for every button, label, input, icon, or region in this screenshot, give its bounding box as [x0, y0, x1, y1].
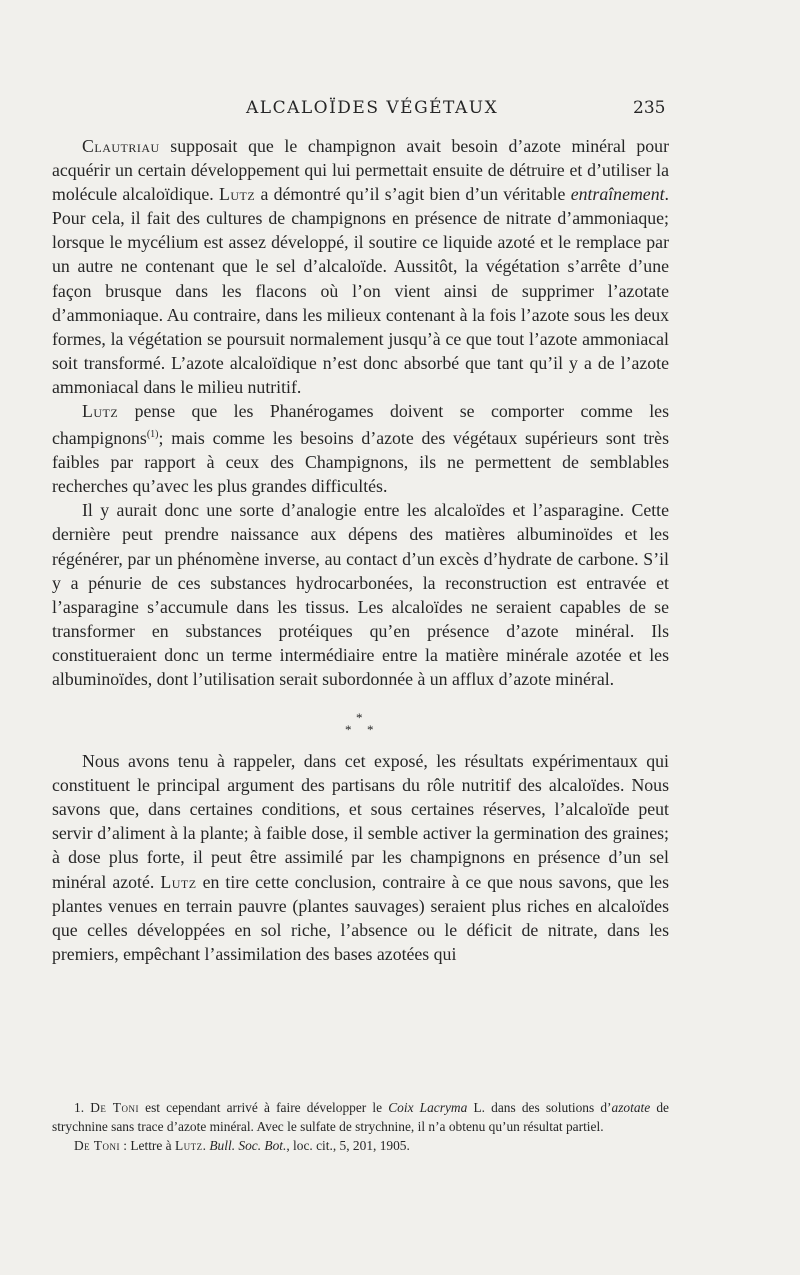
- text-run: ; mais comme les besoins d’azote des végétaux supérieurs sont très faibles par rapport à ceux des Champignons, ils ne permettent de semblables recherches qu’avec les plus grandes difficultés.: [52, 428, 669, 497]
- text-run: supposait que le champignon avait besoin d’azote minéral pour acquérir un certain développement qui lui permettait ensuite de détruire et d’utiliser la molécule alcaloïdique.: [52, 136, 669, 205]
- footnote-2: [52, 1136, 669, 1155]
- species-name: Coix Lacryma: [388, 1100, 468, 1115]
- paragraph-3: Il y aurait donc une sorte d’analogie entre les alcaloïdes et l’asparagine. Cette dernière peut prendre naissance aux dépens des matières albuminoïdes et les régénérer, par un phénomène inverse, au contact d’un excès d’hydrate de carbone. S’il y a pénurie de ces substances hydrocarbonées, la reconstruction est entravée et l’asparagine s’accumule dans les tissus. Les alcaloïdes ne seraient capables de se transformer en substances protéiques qu’en présence d’azote minéral. Ils constitueraient donc un terme intermédiaire entre la matière minérale azotée et les albuminoïdes, dont l’utilisation serait subordonnée à un afflux d’azote minéral.: [52, 500, 669, 689]
- author-name: Lutz: [174, 1138, 203, 1153]
- author-name: De Toni: [90, 1100, 139, 1115]
- text-run: Nous avons tenu à rappeler, dans cet exposé, les résultats expérimentaux qui constituent le principal argument des partisans du rôle nutritif des alcaloïdes. Nous savons que, dans certaines conditions, et sous certaines réserves, l’alcaloïde peut servir d’aliment à la plante; à faible dose, il semble activer la germination des graines; à dose plus forte, il peut être assimilé par les champignons en présence d’un sel minéral azoté.: [52, 751, 669, 892]
- journal-title: Bull. Soc. Bot.: [209, 1138, 287, 1153]
- asterism-separator: [52, 691, 669, 749]
- text-run: . Pour cela, il fait des cultures de champignons en présence de nitrate d’ammoniaque; lorsque le mycélium est assez développé, il soutire ce liquide azoté et le remplace par un autre ne contenant que le sel d’alcaloïde. Aussitôt, la végétation s’arrête d’une façon brusque dans les flacons où l’on vient ainsi de supprimer l’azotate d’ammoniaque. Au contraire, dans les milieux contenant à la fois l’azote sous les deux formes, la végétation se poursuit normalement jusqu’à ce que tout l’azote ammoniacal soit transformé. L’azote alcaloïdique n’est donc absorbé que tant qu’il y a de l’azote ammoniacal dans le milieu nutritif.: [52, 184, 669, 397]
- text-run: L. dans des solutions d’: [467, 1100, 612, 1115]
- text-run: .: [202, 1138, 210, 1153]
- text-run: a démontré qu’il s’agit bien d’un véritable: [255, 184, 571, 205]
- author-name: Lutz: [219, 184, 256, 205]
- page-number: 235: [633, 98, 666, 118]
- paragraph-4: [52, 749, 669, 966]
- author-name: De Toni: [74, 1138, 120, 1153]
- footnotes: [52, 1098, 669, 1155]
- running-title: ALCALOÏDES VÉGÉTAUX: [246, 98, 499, 118]
- body-text: [52, 134, 669, 966]
- footnote-1: [52, 1098, 669, 1136]
- asterism-star: *: [367, 722, 374, 738]
- author-name: Clautriau: [82, 136, 160, 156]
- text-run: , loc. cit., 5, 201, 1905.: [286, 1138, 410, 1153]
- author-name: Lutz: [160, 871, 197, 892]
- emphasis: entraînement: [570, 184, 665, 205]
- text-run: de strychnine sans trace d’azote minéral. Avec le sulfate de strychnine, il n’a obtenu qu’un résultat partiel.: [52, 1100, 669, 1134]
- footnote-label: 1.: [74, 1100, 91, 1115]
- text-run: pense que les Phanérogames doivent se comporter comme les champignons: [52, 401, 669, 449]
- text-run: en tire cette conclusion, contraire à ce que nous savons, que les plantes venues en terrain pauvre (plantes sauvages) seraient plus riches en alcaloïdes que celles développées en sol riche, l’absence ou le déficit de nitrate, dans les premiers, empêchant l’assimilation des bases azotées qui: [52, 871, 669, 964]
- author-name: Lutz: [82, 401, 119, 422]
- footnote-ref: (1): [146, 429, 159, 441]
- paragraph-1: [52, 134, 669, 399]
- asterism-star: *: [356, 710, 363, 726]
- running-head: [0, 98, 800, 124]
- text-run: est cependant arrivé à faire développer le: [138, 1100, 389, 1115]
- emphasis: azotate: [611, 1100, 651, 1115]
- text-run: : Lettre à: [119, 1138, 175, 1153]
- paragraph-2: [52, 399, 669, 498]
- asterism-star: *: [345, 722, 352, 738]
